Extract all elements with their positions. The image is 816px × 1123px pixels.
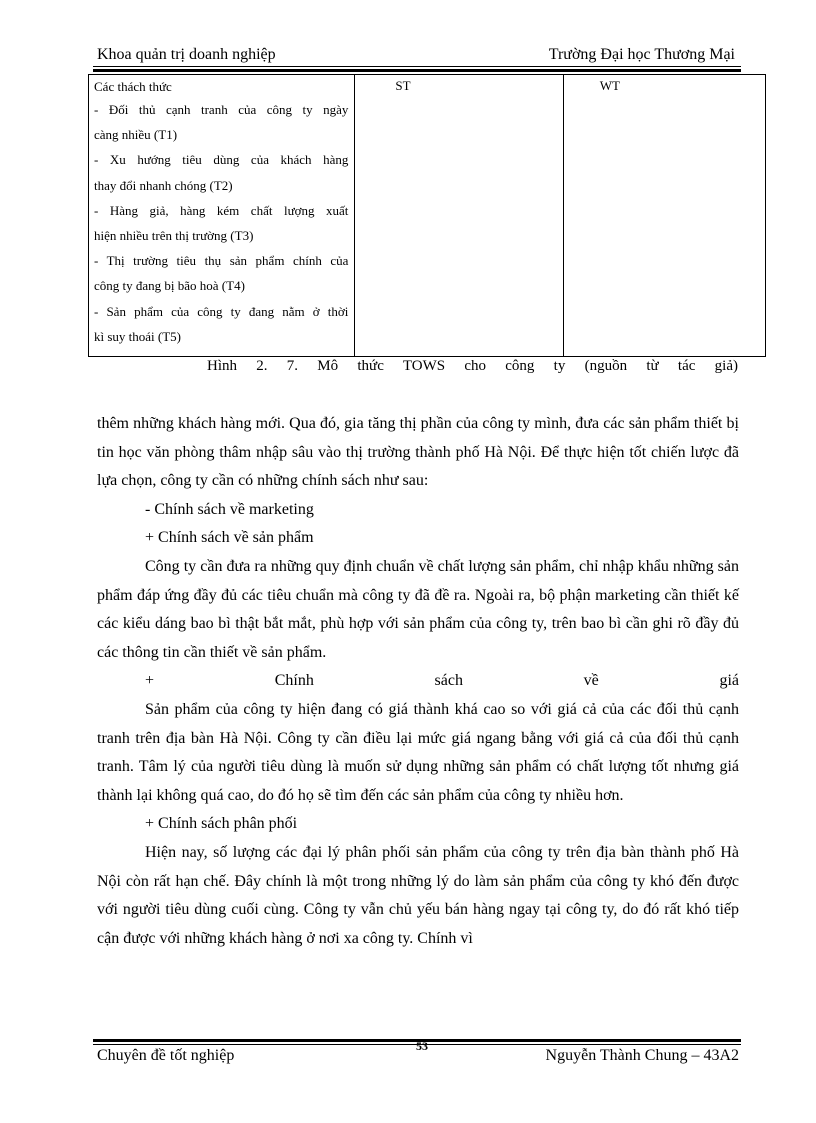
threat-line: càng nhiều (T1) bbox=[94, 127, 178, 143]
figure-caption: Hình 2. 7. Mô thức TOWS cho công ty (nguồn từ tác giả) bbox=[207, 358, 738, 374]
st-header: ST bbox=[395, 78, 411, 93]
page-footer bbox=[93, 1039, 741, 1069]
list-item: - Chính sách về marketing bbox=[145, 500, 314, 518]
list-item: + Chính sách về sản phẩm bbox=[145, 529, 314, 547]
page-header bbox=[93, 44, 741, 66]
page-number: 53 bbox=[416, 1039, 428, 1053]
threats-heading: Các thách thức bbox=[94, 79, 172, 94]
wt-cell bbox=[563, 75, 765, 357]
header-university: Trường Đại học Thương Mại bbox=[548, 46, 735, 63]
st-cell bbox=[355, 75, 563, 357]
tows-table bbox=[88, 74, 766, 357]
threat-line: hiện nhiều trên thị trường (T3) bbox=[94, 228, 254, 244]
threat-line: - Hàng giả, hàng kém chất lượng xuất bbox=[94, 202, 349, 218]
footer-author: Nguyễn Thành Chung – 43A2 bbox=[545, 1047, 739, 1064]
paragraph: Hiện nay, số lượng các đại lý phân phối sản phẩm của công ty trên địa bàn thành phố Hà Nội còn rất hạn chế. Đây chính là một trong những lý do làm sản phẩm của công ty khó đến được với người tiêu dùng cuối cùng. Công ty vẫn chủ yếu bán hàng ngay tại công ty, do đó rất khó tiếp cận được với những khách hàng ở nơi xa công ty. Chính vì bbox=[97, 843, 739, 947]
header-department: Khoa quản trị doanh nghiệp bbox=[97, 46, 276, 63]
threat-line: - Sản phẩm của công ty đang nằm ở thời bbox=[94, 303, 349, 319]
threat-line: - Xu hướng tiêu dùng của khách hàng bbox=[94, 152, 349, 168]
body-text bbox=[97, 410, 739, 953]
threats-cell bbox=[89, 75, 355, 357]
wt-header: WT bbox=[599, 78, 620, 93]
threat-line: công ty đang bị bão hoà (T4) bbox=[94, 278, 245, 294]
paragraph: thêm những khách hàng mới. Qua đó, gia tăng thị phần của công ty mình, đưa các sản phẩm thiết bị tin học văn phòng thâm nhập sâu vào thị trường thành phố Hà Nội. Để thực hiện tốt chiến lược đã lựa chọn, công ty cần có những chính sách như sau: bbox=[97, 415, 739, 490]
threat-line: kì suy thoái (T5) bbox=[94, 328, 182, 344]
threat-line: - Đối thủ cạnh tranh của công ty ngày bbox=[94, 102, 349, 117]
threat-line: - Thị trường tiêu thụ sản phẩm chính của bbox=[94, 253, 349, 269]
paragraph: Công ty cần đưa ra những quy định chuẩn về chất lượng sản phẩm, chỉ nhập khẩu những sản phẩm đáp ứng đầy đủ các tiêu chuẩn mà công ty đã đề ra. Ngoài ra, bộ phận marketing cần thiết kế các kiểu dáng bao bì thật bắt mắt, phù hợp với sản phẩm của công ty, trên bao bì cần ghi rõ đầy đủ các thông tin cần thiết về sản phẩm. bbox=[97, 557, 739, 661]
header-rule-thin bbox=[93, 66, 741, 67]
threat-line: thay đổi nhanh chóng (T2) bbox=[94, 177, 233, 193]
list-item: + Chính sách phân phối bbox=[145, 815, 298, 833]
list-item: + Chính sách về giá bbox=[145, 672, 739, 690]
header-rule-thick bbox=[93, 69, 741, 72]
paragraph: Sản phẩm của công ty hiện đang có giá thành khá cao so với giá cả của các đối thủ cạnh tranh trên địa bàn Hà Nội. Công ty cần điều lại mức giá ngang bằng với giá cả của đối thủ cạnh tranh. Tâm lý của người tiêu dùng là muốn sử dụng những sản phẩm có chất lượng tốt nhưng giá thành lại không quá cao, do đó họ sẽ tìm đến các sản phẩm của công ty nhiều hơn. bbox=[97, 700, 739, 804]
footer-title: Chuyên đề tốt nghiệp bbox=[97, 1047, 235, 1064]
